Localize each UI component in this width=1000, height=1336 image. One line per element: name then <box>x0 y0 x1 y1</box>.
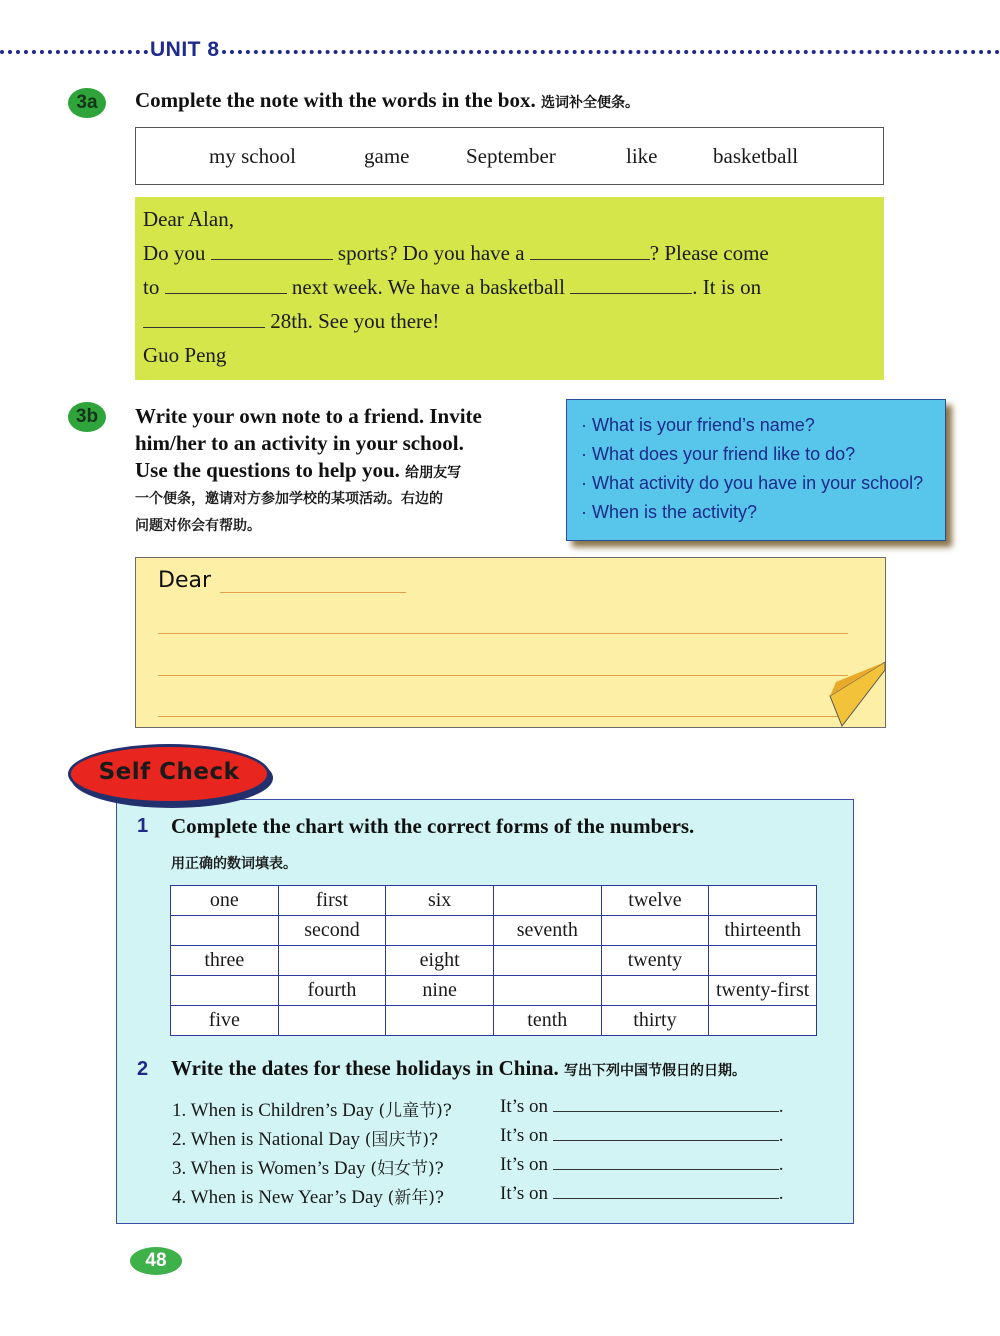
holiday-question-cn: (国庆节)? <box>364 1130 439 1150</box>
note-blank-1[interactable] <box>211 243 333 260</box>
chart-cell-blank[interactable] <box>171 916 279 946</box>
chart-cell: six <box>386 886 494 916</box>
unit-title: UNIT 8 <box>150 38 220 61</box>
chart-cell: one <box>171 886 279 916</box>
numbers-chart <box>170 885 817 1036</box>
question-2-text-cn: 写出下列中国节假日的日期。 <box>564 1063 746 1079</box>
chart-cell: thirty <box>601 1006 709 1036</box>
page-curl-icon <box>826 662 886 728</box>
question-1-text: Complete the chart with the correct forms of the numbers. <box>171 814 695 838</box>
note-line-3 <box>143 275 761 300</box>
word-item: my school <box>209 144 296 168</box>
section-3b-heading-cn: 给朋友写 <box>405 465 462 481</box>
chart-cell: fourth <box>278 976 386 1006</box>
section-3a-heading-text: Complete the note with the words in the box. <box>135 88 536 112</box>
chart-cell: eight <box>386 946 494 976</box>
question-1-text-cn: 用正确的数词填表。 <box>171 856 297 872</box>
chart-cell: seventh <box>493 916 601 946</box>
chart-cell-blank[interactable] <box>601 916 709 946</box>
chart-cell: twenty-first <box>709 976 817 1006</box>
holiday-question-cn: (妇女节)? <box>370 1159 444 1179</box>
holiday-question: 1. When is Children’s Day (儿童节)? It’s on . <box>172 1096 784 1121</box>
note-blank-3[interactable] <box>165 277 287 294</box>
section-3b-heading <box>135 403 482 487</box>
chart-row <box>171 886 817 916</box>
answer-prefix: It’s on <box>500 1183 549 1204</box>
chart-cell-blank[interactable] <box>709 886 817 916</box>
question-2-text: Write the dates for these holidays in China. <box>171 1056 559 1080</box>
section-badge-3b: 3b <box>68 402 106 432</box>
section-3b-heading-line: him/her to an activity in your school. <box>135 431 464 455</box>
note-text: ? Please come <box>649 241 769 265</box>
note-text: next week. We have a basketball <box>291 275 565 299</box>
answer-prefix: It’s on <box>500 1096 549 1117</box>
chart-cell-blank[interactable] <box>386 1006 494 1036</box>
chart-row <box>171 946 817 976</box>
page-number: 48 <box>130 1247 182 1275</box>
self-check-title: Self Check <box>98 759 240 785</box>
chart-cell: five <box>171 1006 279 1036</box>
word-item: like <box>626 144 658 168</box>
note-blank-2[interactable] <box>530 243 650 260</box>
holiday-question-cn: (儿童节)? <box>378 1101 452 1121</box>
holiday-question-text: 1. When is Children’s Day <box>172 1100 374 1121</box>
answer-blank[interactable] <box>553 1155 779 1170</box>
answer-blank[interactable] <box>553 1184 779 1199</box>
word-item: basketball <box>713 144 799 168</box>
chart-row <box>171 976 817 1006</box>
note-text: Do you <box>143 241 206 265</box>
word-item: game <box>364 144 410 168</box>
question-2-heading <box>171 1056 746 1081</box>
answer-blank[interactable] <box>553 1126 779 1141</box>
chart-cell: twenty <box>601 946 709 976</box>
chart-cell: tenth <box>493 1006 601 1036</box>
section-3b-heading-line: Write your own note to a friend. Invite <box>135 404 482 428</box>
answer-prefix: It’s on <box>500 1125 549 1146</box>
section-3b-heading-line: Use the questions to help you. <box>135 458 400 482</box>
chart-row <box>171 916 817 946</box>
note-text: . It is on <box>692 275 762 299</box>
holiday-question: 4. When is New Year’s Day (新年)? It’s on . <box>172 1183 784 1208</box>
holiday-question-text: 3. When is Women’s Day <box>172 1158 366 1179</box>
holiday-question-text: 2. When is National Day <box>172 1129 361 1150</box>
section-3a-heading <box>135 88 639 113</box>
section-badge-3a: 3a <box>68 88 106 118</box>
word-box <box>135 127 884 185</box>
chart-cell: twelve <box>601 886 709 916</box>
header-dots-right <box>222 50 1000 54</box>
note-blank-4[interactable] <box>570 277 692 294</box>
section-3b-heading-cn: 一个便条，邀请对方参加学校的某项活动。右边的 <box>135 491 443 507</box>
chart-cell: first <box>278 886 386 916</box>
question-number-2: 2 <box>137 1058 149 1080</box>
writing-line[interactable] <box>158 716 848 717</box>
section-3b-heading-cn: 问题对你会有帮助。 <box>135 518 261 534</box>
writing-line[interactable] <box>220 592 406 593</box>
chart-cell-blank[interactable] <box>278 946 386 976</box>
question-item: · When is the activity? <box>581 502 758 522</box>
note-greeting: Dear Alan, <box>143 207 234 231</box>
holiday-question: 2. When is National Day (国庆节)? It’s on . <box>172 1125 784 1150</box>
holiday-question: 3. When is Women’s Day (妇女节)? It’s on . <box>172 1154 784 1179</box>
question-number-1: 1 <box>137 815 149 837</box>
answer-blank[interactable] <box>553 1097 779 1112</box>
chart-cell-blank[interactable] <box>493 946 601 976</box>
note-text: to <box>143 275 160 299</box>
question-item: · What does your friend like to do? <box>581 444 856 464</box>
note-line-4 <box>143 309 439 334</box>
section-3a-heading-cn: 选词补全便条。 <box>540 95 639 111</box>
question-item: · What activity do you have in your school? <box>581 473 924 493</box>
word-item: September <box>466 144 556 168</box>
chart-cell: nine <box>386 976 494 1006</box>
chart-row <box>171 1006 817 1036</box>
question-item: · What is your friend’s name? <box>581 415 815 435</box>
note-text: sports? Do you have a <box>337 241 525 265</box>
chart-cell: second <box>278 916 386 946</box>
chart-cell-blank[interactable] <box>278 1006 386 1036</box>
holiday-question-cn: (新年)? <box>387 1188 445 1208</box>
note-writing-area[interactable] <box>135 557 886 728</box>
chart-cell-blank[interactable] <box>171 976 279 1006</box>
chart-cell: thirteenth <box>709 916 817 946</box>
holiday-question-text: 4. When is New Year’s Day <box>172 1187 383 1208</box>
dear-label: Dear <box>158 568 212 593</box>
question-box <box>566 399 946 541</box>
chart-cell-blank[interactable] <box>386 916 494 946</box>
self-check-badge <box>68 744 270 804</box>
chart-cell-blank[interactable] <box>493 886 601 916</box>
chart-cell-blank[interactable] <box>601 976 709 1006</box>
header-dots-left <box>0 50 148 54</box>
chart-cell-blank[interactable] <box>493 976 601 1006</box>
note-line-2 <box>143 241 769 266</box>
answer-prefix: It’s on <box>500 1154 549 1175</box>
chart-cell-blank[interactable] <box>709 946 817 976</box>
writing-line[interactable] <box>158 675 848 676</box>
chart-cell: three <box>171 946 279 976</box>
chart-cell-blank[interactable] <box>709 1006 817 1036</box>
writing-line[interactable] <box>158 633 848 634</box>
note-text: 28th. See you there! <box>270 309 440 333</box>
note-signature: Guo Peng <box>143 343 227 367</box>
note-blank-5[interactable] <box>143 311 265 328</box>
note-box <box>135 197 884 380</box>
